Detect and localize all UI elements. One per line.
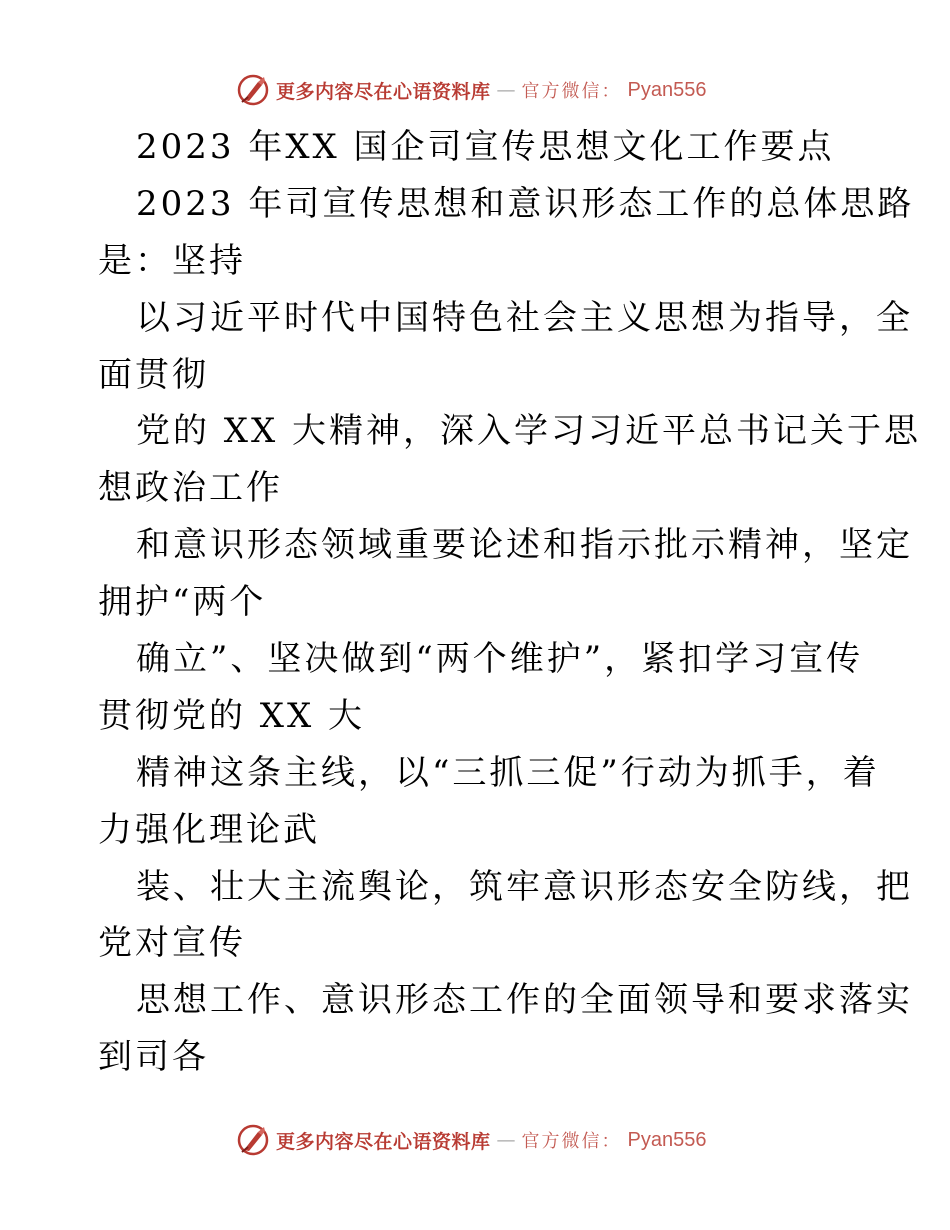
banner-wechat-id: Pyan556 [627,78,707,101]
document-title: 2023 年XX 国企司宣传思想文化工作要点 [136,127,835,167]
paragraph-line: 党对宣传 [98,923,246,964]
paragraph-line: 确立”、坚决做到“两个维护”，紧扣学习宣传 [136,639,864,680]
paragraph-line: 面贯彻 [98,354,209,395]
banner-wechat-id: Pyan556 [627,1128,707,1151]
banner-wechat-label: 官方微信： [521,1131,622,1152]
paragraph-line: 以习近平时代中国特色社会主义思想为指导，全 [136,297,913,338]
paragraph-line: 装、壮大主流舆论，筑牢意识形态安全防线，把 [136,866,913,907]
quill-seal-logo-icon [236,1123,270,1157]
document-body [98,119,922,1086]
banner-dash: — [496,1129,516,1151]
paragraph-line: 拥护“两个 [98,582,267,623]
paragraph-line: 精神这条主线，以“三抓三促”行动为抓手，着 [136,752,880,793]
paragraph-line: 党的 XX 大精神，深入学习习近平总书记关于思 [136,411,922,452]
paragraph-line: 和意识形态领域重要论述和指示批示精神，坚定 [136,525,913,566]
paragraph-line: 想政治工作 [98,468,283,509]
banner-slogan: 更多内容尽在心语资料库 [276,80,491,103]
paragraph-line: 到司各 [98,1037,209,1078]
paragraph-line: 2023 年司宣传思想和意识形态工作的总体思路 [136,183,915,224]
paragraph-line: 力强化理论武 [98,809,320,850]
banner-dash: — [496,79,516,101]
banner-wechat-label: 官方微信： [521,81,622,102]
paragraph-line: 是：坚持 [98,240,246,281]
header-banner [236,70,706,110]
footer-banner [236,1120,706,1160]
banner-slogan: 更多内容尽在心语资料库 [276,1130,491,1153]
paragraph-line: 思想工作、意识形态工作的全面领导和要求落实 [136,980,913,1021]
quill-seal-logo-icon [236,73,270,107]
paragraph-line: 贯彻党的 XX 大 [98,695,366,736]
